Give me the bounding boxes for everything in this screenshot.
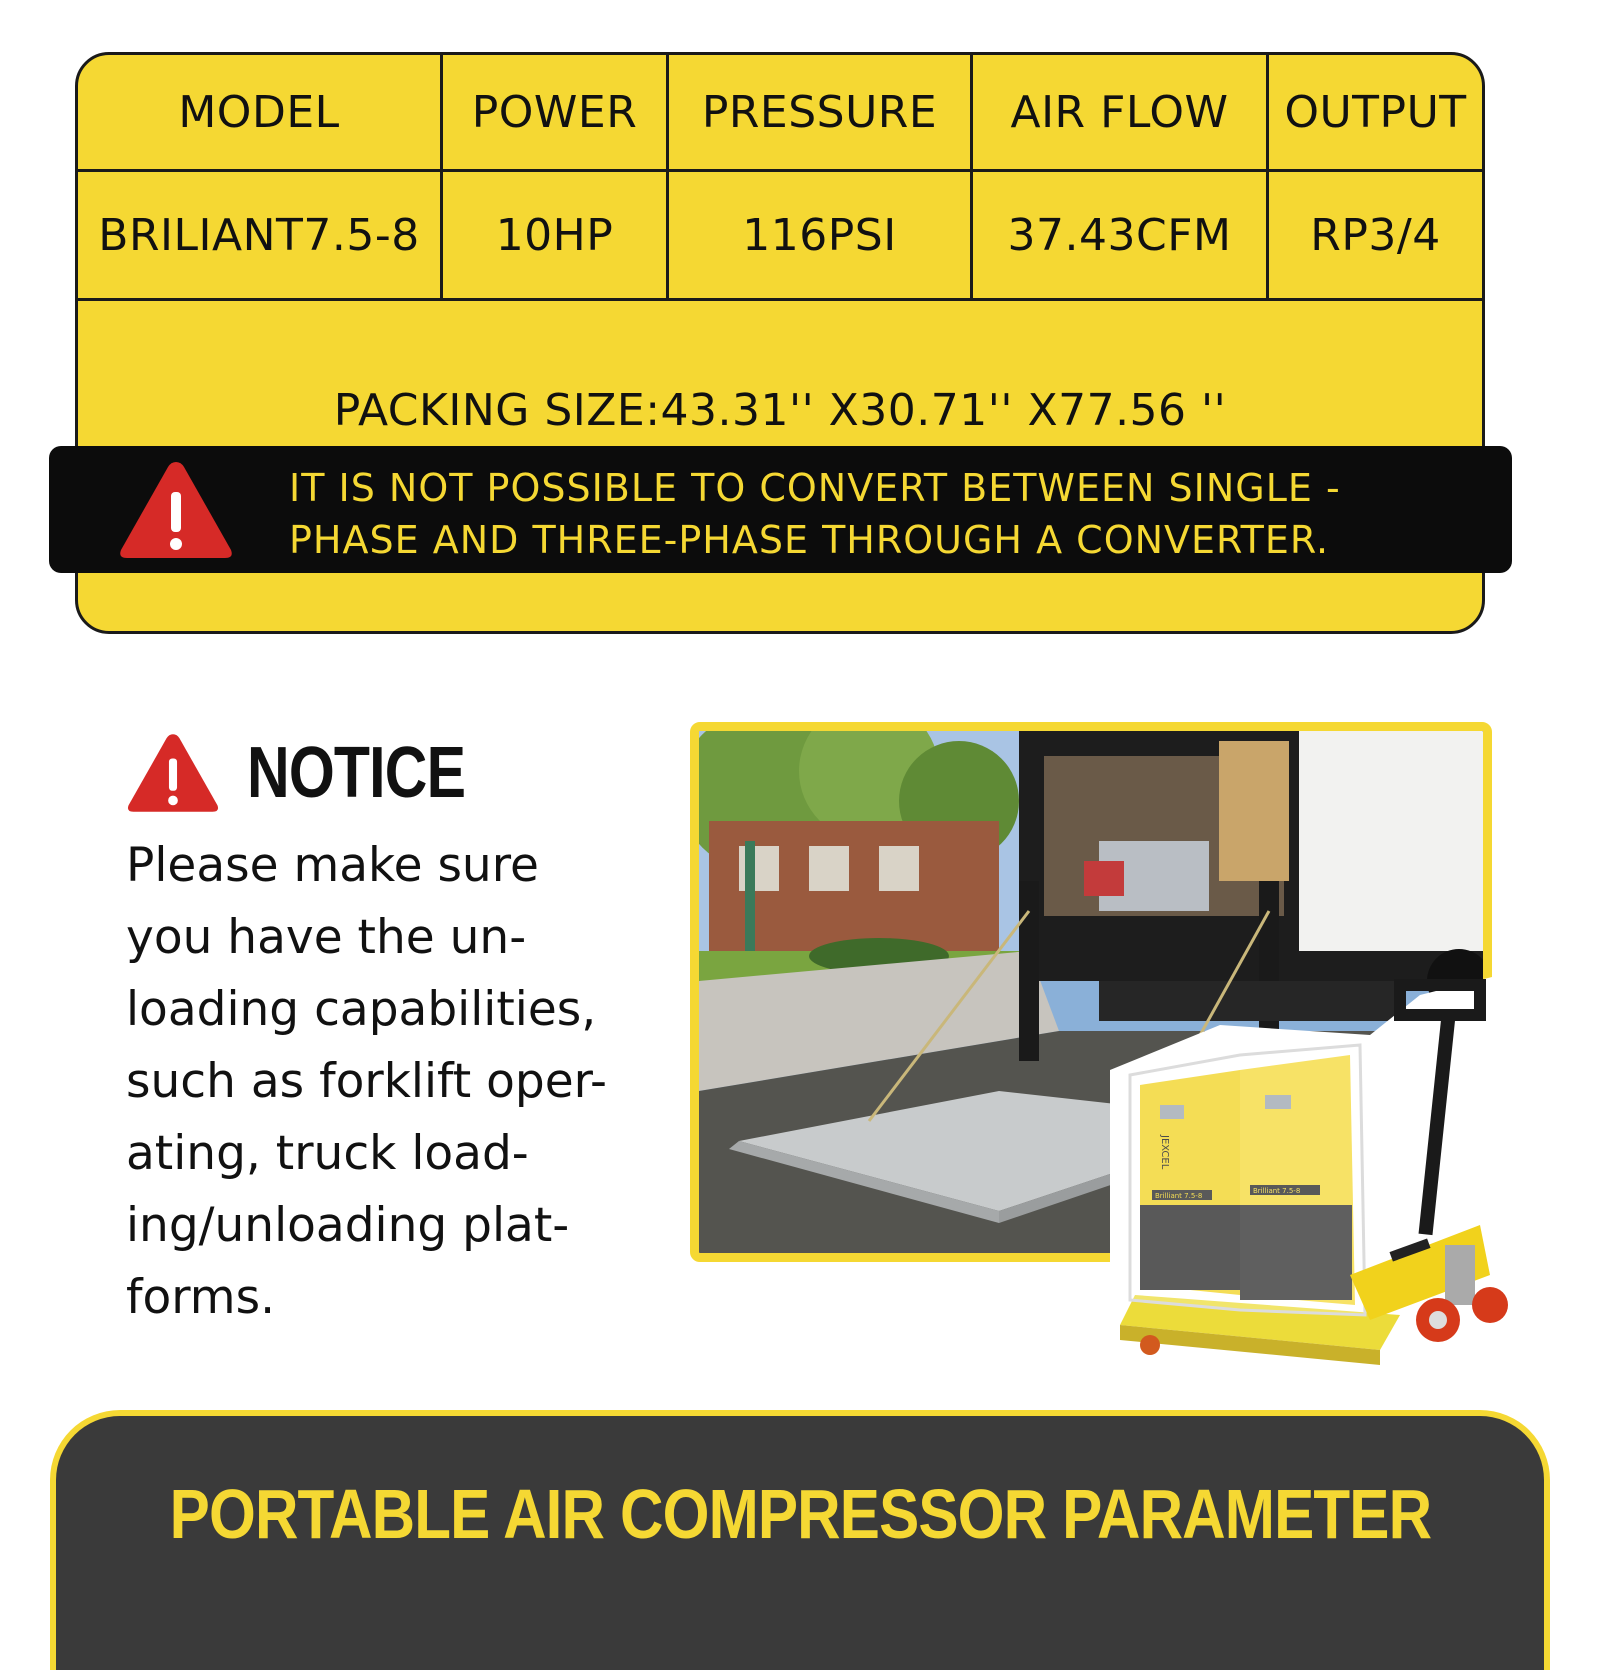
header-pressure: PRESSURE (669, 55, 973, 169)
value-power: 10HP (443, 172, 669, 298)
notice-line: ating, truck load- (126, 1126, 529, 1181)
spec-table (78, 55, 1482, 301)
header-power: POWER (443, 55, 669, 169)
unit-label-side: Brilliant 7.5-8 (1253, 1187, 1301, 1195)
svg-text:JEXCEL: JEXCEL (1159, 1135, 1170, 1170)
packing-size: PACKING SIZE:43.31'' X30.71'' X77.56 '' (333, 385, 1227, 436)
notice-body (126, 830, 686, 1334)
spec-header-row (78, 55, 1482, 172)
unit-label-front: Brilliant 7.5-8 (1155, 1192, 1203, 1200)
phase-warning-bar (49, 446, 1512, 573)
parameter-banner (50, 1410, 1550, 1670)
notice-warning-icon (125, 731, 221, 815)
notice-line: you have the un- (126, 910, 527, 965)
notice-line: Please make sure (126, 838, 539, 893)
value-air-flow: 37.43CFM (973, 172, 1269, 298)
value-model: BRILIANT7.5-8 (78, 172, 443, 298)
banner-title (56, 1474, 1544, 1554)
warning-line-2: PHASE AND THREE-PHASE THROUGH A CONVERTER. (289, 518, 1330, 562)
warning-triangle-icon (117, 458, 235, 562)
notice-line: forms. (126, 1270, 276, 1325)
notice-title: NOTICE (247, 733, 466, 813)
notice-line: such as forklift oper- (126, 1054, 607, 1109)
header-output: OUTPUT (1284, 86, 1467, 138)
pallet-jack-with-compressors (1100, 975, 1520, 1395)
warning-line-1: IT IS NOT POSSIBLE TO CONVERT BETWEEN SINGLE - (289, 466, 1341, 510)
value-pressure: 116PSI (669, 172, 973, 298)
pallet-jack-illustration (1100, 975, 1520, 1395)
value-output: RP3/4 (1310, 209, 1441, 261)
notice-line: loading capabilities, (126, 982, 597, 1037)
header-model: MODEL (78, 55, 443, 169)
spec-value-row (78, 172, 1482, 301)
header-air-flow: AIR FLOW (973, 55, 1269, 169)
warning-text (289, 462, 1489, 566)
banner-title-text: PORTABLE AIR COMPRESSOR PARAMETER (169, 1475, 1431, 1553)
notice-header (125, 728, 513, 818)
notice-line: ing/unloading plat- (126, 1198, 570, 1253)
